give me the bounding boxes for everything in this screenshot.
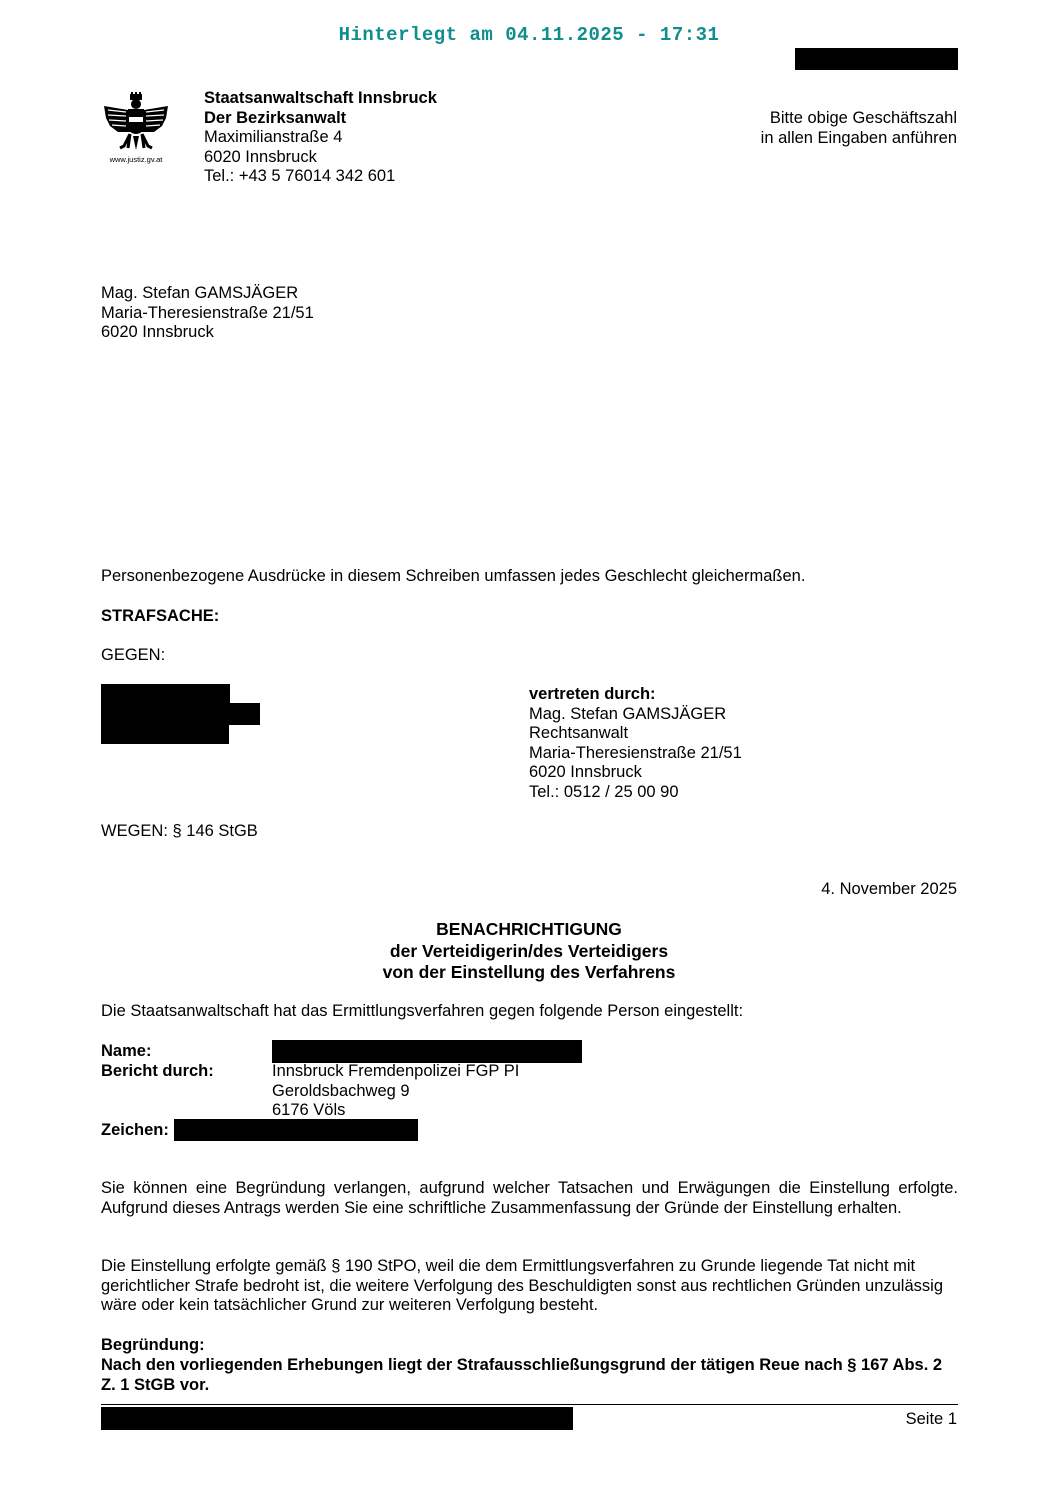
defense-heading: vertreten durch: <box>529 685 656 703</box>
logo-url: www.justiz.gv.at <box>109 155 163 164</box>
sender-block <box>204 89 437 187</box>
report-line3: 6176 Völs <box>272 1101 346 1119</box>
authority-city: 6020 Innsbruck <box>204 147 317 166</box>
justice-logo <box>100 92 172 164</box>
defense-title: Rechtsanwalt <box>529 724 629 742</box>
eagle-emblem-icon <box>100 92 172 154</box>
gender-note: Personenbezogene Ausdrücke in diesem Schreiben umfassen jedes Geschlecht gleichermaßen. <box>101 567 806 585</box>
defense-counsel-block <box>529 685 742 802</box>
filing-stamp: Hinterlegt am 04.11.2025 - 17:31 <box>338 24 720 46</box>
reference-note-line: in allen Eingaben anführen <box>760 128 957 147</box>
redaction-accused-line1 <box>101 684 230 704</box>
defense-street: Maria-Theresienstraße 21/51 <box>529 743 742 762</box>
defense-name: Mag. Stefan GAMSJÄGER <box>529 704 727 723</box>
recipient-address <box>101 284 314 343</box>
document-title <box>0 919 1058 984</box>
recipient-city: 6020 Innsbruck <box>101 323 214 341</box>
title-line3: von der Einstellung des Verfahrens <box>382 962 676 982</box>
redaction-name <box>272 1040 582 1063</box>
reference-note-line: Bitte obige Geschäftszahl <box>769 109 957 127</box>
sign-label: Zeichen: <box>101 1121 169 1139</box>
reference-note <box>761 109 957 148</box>
report-label: Bericht durch: <box>101 1062 214 1080</box>
charge-line: WEGEN: § 146 StGB <box>101 822 258 840</box>
paragraph-reason-request: Sie können eine Begründung verlangen, aufgrund welcher Tatsachen und Erwägungen die Einstellung erfolgte. Aufgrund dieses Antrags werden Sie eine schriftliche Zusammenfassung der Gründe der Einstellung erhalten. <box>101 1179 958 1217</box>
redaction-accused-line3 <box>101 724 229 744</box>
redaction-footer <box>101 1407 573 1430</box>
report-line2: Geroldsbachweg 9 <box>272 1081 410 1100</box>
redaction-sign <box>174 1119 418 1141</box>
case-label: STRAFSACHE: <box>101 607 220 625</box>
statement: Die Staatsanwaltschaft hat das Ermittlungsverfahren gegen folgende Person eingestellt: <box>101 1002 744 1020</box>
defense-phone: Tel.: 0512 / 25 00 90 <box>529 782 679 801</box>
against-label: GEGEN: <box>101 646 166 664</box>
letter-date: 4. November 2025 <box>821 880 957 898</box>
reasoning-heading: Begründung: <box>101 1336 205 1354</box>
title-line2: der Verteidigerin/des Verteidigers <box>389 940 669 961</box>
authority-street: Maximilianstraße 4 <box>204 128 343 146</box>
title-line1: BENACHRICHTIGUNG <box>436 919 622 939</box>
name-label: Name: <box>101 1042 152 1060</box>
recipient-street: Maria-Theresienstraße 21/51 <box>101 303 314 322</box>
redaction-reference-number <box>795 48 958 70</box>
authority-role: Der Bezirksanwalt <box>204 108 347 127</box>
page-number: Seite 1 <box>905 1410 957 1428</box>
paragraph-legal-basis: Die Einstellung erfolgte gemäß § 190 StPO, weil die dem Ermittlungsverfahren zu Grunde liegende Tat nicht mit gerichtlicher Strafe bedroht ist, die weitere Verfolgung des Beschuldigten sonst aus rechtlichen Gründen unzulässig wäre oder kein tatsächlicher Grund zur weiteren Verfolgung besteht. <box>101 1257 943 1314</box>
defense-city: 6020 Innsbruck <box>529 763 642 781</box>
authority-name: Staatsanwaltschaft Innsbruck <box>204 89 437 107</box>
authority-phone: Tel.: +43 5 76014 342 601 <box>204 167 396 185</box>
reasoning-text: Nach den vorliegenden Erhebungen liegt der Strafausschließungsgrund der tätigen Reue nach § 167 Abs. 2 Z. 1 StGB vor. <box>101 1356 943 1394</box>
recipient-name: Mag. Stefan GAMSJÄGER <box>101 284 299 302</box>
footer-rule <box>101 1404 958 1405</box>
redaction-accused-line2 <box>101 703 260 725</box>
report-source <box>272 1062 519 1121</box>
report-line1: Innsbruck Fremdenpolizei FGP PI <box>272 1062 520 1080</box>
